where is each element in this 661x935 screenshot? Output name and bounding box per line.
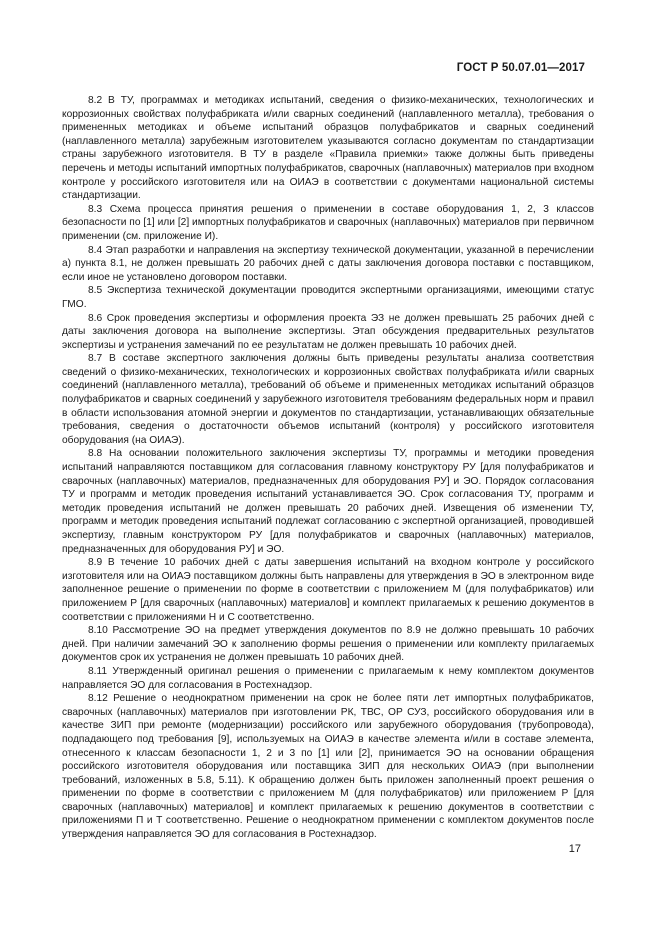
- paragraph-8-3: 8.3 Схема процесса принятия решения о применении в составе оборудования 1, 2, 3 классов безопасности по [1] или [2] импортных полуфабрикатов и сварочных (наплавочных) материалов при первичном применении (см. приложение И).: [62, 203, 594, 242]
- paragraph-8-9: 8.9 В течение 10 рабочих дней с даты завершения испытаний на входном контроле у российского изготовителя или на ОИАЭ поставщиком должны быть направлены для утверждения в ЭО в электронном виде заполненное решение о применении по форме в соответствии с приложением М (для полуфабрикатов) или приложением Р [для сварочных (наплавочных) материалов] и комплект прилагаемых к решению документов в соответствии с приложениями Н и С соответственно.: [62, 557, 594, 623]
- paragraph-8-12: 8.12 Решение о неоднократном применении на срок не более пяти лет импортных полуфабрикатов, сварочных (наплавочных) материалов при изготовлении РК, ТВС, ОР СУЗ, российского оборудования или в качестве ЗИП при ремонте (модернизации) российского или зарубежного оборудования (трубопровода), подпадающего под требования [9], используемых на ОИАЭ в качестве элемента и/или в составе элемента, отнесенного к классам безопасности 1, 2 и 3 по [1] или [2], принимается ЭО на основании обращения российского изготовителя оборудования или поставщика ЗИП для нескольких ОИАЭ (при выполнении требований, изложенных в 5.8, 5.11). К обращению должен быть приложен заполненный проект решения о применении по форме в соответствии с приложением М (для полуфабрикатов) или приложением Р [для сварочных (наплавочных) материалов] и комплект прилагаемых к решению документов в соответствии с приложениями П и Т соответственно. Решение о неоднократном применении с комплектом документов после утверждения направляется ЭО для согласования в Ростехнадзор.: [62, 693, 594, 841]
- paragraph-8-8: 8.8 На основании положительного заключения экспертизы ТУ, программы и методики проведения испытаний направляются поставщиком для согласования главному конструктору РУ [для полуфабрикатов и сварочных (наплавочных) материалов, предназначенных для оборудования РУ] и ЭО. Порядок согласования ТУ и программ и методик проведения испытаний устанавливается ЭО. Срок согласования ТУ, программ и методик проведения испытаний не должен превышать 20 рабочих дней. Извещения об изменении ТУ, программ и методик проведения испытаний подлежат согласованию с экспертной организацией, проводившей экспертизу, главным конструктором РУ [для полуфабрикатов и сварочных (наплавочных) материалов, предназначенных для оборудования РУ] и ЭО.: [62, 448, 594, 555]
- paragraph-8-5: 8.5 Экспертиза технической документации проводится экспертными организациями, имеющими статус ГМО.: [62, 285, 594, 310]
- page-number: 17: [568, 843, 581, 855]
- document-body: [62, 94, 594, 842]
- paragraph-8-10: 8.10 Рассмотрение ЭО на предмет утверждения документов по 8.9 не должно превышать 10 рабочих дней. При наличии замечаний ЭО к заполнению формы решения о применении или комплекту прилагаемых документов срок их устранения не должен превышать 10 рабочих дней.: [62, 625, 594, 664]
- paragraph-8-7: 8.7 В составе экспертного заключения должны быть приведены результаты анализа соответствия сведений о физико-механических, технологических и коррозионных свойствах полуфабриката и/или сварных соединений (наплавленного металла), требований об объеме и примененных методиках испытаний образцов полуфабрикатов и сварных соединений у зарубежного изготовителя требованиям федеральных норм и правил в области использования атомной энергии и документов по стандартизации, устанавливающих обязательные требования, сведения о достаточности объемов испытаний (контроля) у российского изготовителя оборудования (на ОИАЭ).: [62, 353, 594, 446]
- paragraph-8-4: 8.4 Этап разработки и направления на экспертизу технической документации, указанной в перечислении а) пункта 8.1, не должен превышать 20 рабочих дней с даты заключения договора поставки с поставщиком, если иное не установлено договором поставки.: [62, 244, 594, 283]
- document-code: ГОСТ Р 50.07.01—2017: [456, 62, 585, 74]
- paragraph-8-11: 8.11 Утвержденный оригинал решения о применении с прилагаемым к нему комплектом документов направляется ЭО для согласования в Ростехнадзор.: [62, 665, 594, 691]
- paragraph-8-6: 8.6 Срок проведения экспертизы и оформления проекта ЭЗ не должен превышать 25 рабочих дней с даты заключения договора на выполнение экспертизы. Этап обсуждения предварительных результатов экспертизы и устранения замечаний по ее результатам не должен превышать 10 рабочих дней.: [62, 312, 594, 351]
- paragraph-8-2: 8.2 В ТУ, программах и методиках испытаний, сведения о физико-механических, технологических и коррозионных свойствах полуфабриката и/или сварных соединений (наплавленного металла), требования о примененных методиках и объеме испытаний образцов полуфабрикатов и сварных соединений (наплавленного металла) зарубежным изготовителем указываются согласно документам по стандартизации страны зарубежного изготовителя. В ТУ в разделе «Правила приемки» также должны быть приведены перечень и методы испытаний импортных полуфабрикатов, сварочных (наплавочных) материалов при входном контроле у российского изготовителя или на ОИАЭ в соответствии с документами национальной системы стандартизации.: [62, 95, 594, 202]
